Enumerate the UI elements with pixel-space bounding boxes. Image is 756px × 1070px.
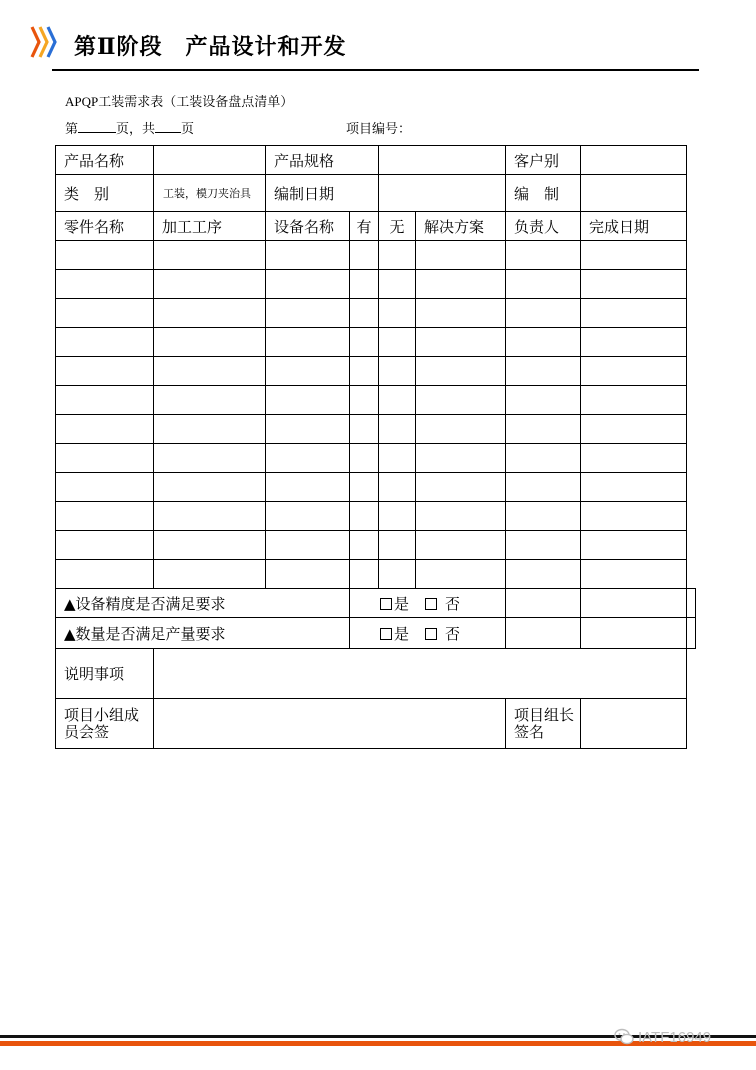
table-cell[interactable]: [350, 270, 379, 299]
blank-rows-body: [56, 241, 696, 589]
compile-date-field[interactable]: [379, 175, 506, 212]
table-row: [56, 241, 696, 270]
table-cell[interactable]: [379, 502, 416, 531]
table-cell[interactable]: [266, 328, 350, 357]
notes-field[interactable]: [154, 649, 687, 699]
question-precision-cell-b[interactable]: [581, 589, 687, 618]
category-label: 类 别: [56, 175, 154, 212]
question-row-1: [56, 589, 696, 618]
table-cell[interactable]: [506, 560, 581, 589]
table-row: [56, 357, 696, 386]
table-cell[interactable]: [154, 299, 266, 328]
product-spec-label: 产品规格: [266, 146, 379, 175]
signature-row: [56, 699, 696, 749]
table-row: [56, 415, 696, 444]
table-cell[interactable]: [581, 415, 687, 444]
table-cell[interactable]: [506, 473, 581, 502]
table-cell[interactable]: [416, 502, 506, 531]
compiler-field[interactable]: [581, 175, 687, 212]
table-cell[interactable]: [379, 444, 416, 473]
table-row: [56, 270, 696, 299]
table-cell[interactable]: [56, 560, 154, 589]
table-cell[interactable]: [416, 386, 506, 415]
table-cell[interactable]: [56, 502, 154, 531]
customer-label: 客户别: [506, 146, 581, 175]
table-cell[interactable]: [350, 299, 379, 328]
table-cell[interactable]: [56, 328, 154, 357]
table-cell[interactable]: [266, 560, 350, 589]
table-cell[interactable]: [506, 444, 581, 473]
quantity-yes-label: 是: [394, 624, 410, 643]
question-row-2: [56, 618, 696, 649]
question-precision-cell-c[interactable]: [687, 589, 696, 618]
table-cell[interactable]: [581, 241, 687, 270]
table-cell[interactable]: [266, 531, 350, 560]
page-number-blank[interactable]: [78, 120, 116, 133]
table-cell[interactable]: [266, 299, 350, 328]
table-cell[interactable]: [266, 473, 350, 502]
table-cell[interactable]: [56, 473, 154, 502]
table-cell[interactable]: [581, 386, 687, 415]
info-row-2: [56, 175, 696, 212]
notes-label: 说明事项: [56, 649, 154, 699]
question-quantity-options: [350, 618, 506, 649]
table-cell[interactable]: [154, 560, 266, 589]
table-row: [56, 328, 696, 357]
table-cell[interactable]: [581, 531, 687, 560]
table-cell[interactable]: [56, 241, 154, 270]
table-cell[interactable]: [266, 270, 350, 299]
header-equipment: 设备名称: [266, 212, 350, 241]
table-cell[interactable]: [56, 357, 154, 386]
question-quantity-cell-b[interactable]: [581, 618, 687, 649]
table-cell[interactable]: [350, 473, 379, 502]
wechat-icon: [614, 1028, 634, 1045]
table-cell[interactable]: [56, 415, 154, 444]
document-title: APQP工装需求表（工装设备盘点清单）: [65, 94, 294, 109]
table-cell[interactable]: [416, 473, 506, 502]
table-cell[interactable]: [416, 299, 506, 328]
table-cell[interactable]: [154, 270, 266, 299]
table-row: [56, 560, 696, 589]
quantity-no-checkbox[interactable]: [425, 628, 437, 640]
table-cell[interactable]: [56, 386, 154, 415]
chevron-logo-icon: [30, 24, 58, 60]
compile-date-label: 编制日期: [266, 175, 379, 212]
member-sign-field[interactable]: [154, 699, 506, 749]
table-cell[interactable]: [416, 241, 506, 270]
table-cell[interactable]: [506, 357, 581, 386]
table-cell[interactable]: [266, 386, 350, 415]
table-cell[interactable]: [506, 241, 581, 270]
project-number-label: 项目编号：: [346, 121, 412, 136]
table-cell[interactable]: [154, 241, 266, 270]
header-owner: 负责人: [506, 212, 581, 241]
table-cell[interactable]: [350, 328, 379, 357]
table-row: [56, 386, 696, 415]
table-cell[interactable]: [154, 473, 266, 502]
table-cell[interactable]: [379, 299, 416, 328]
question-precision: ▲设备精度是否满足要求: [56, 589, 350, 618]
table-cell[interactable]: [506, 415, 581, 444]
product-name-label: 产品名称: [56, 146, 154, 175]
table-row: [56, 444, 696, 473]
page-mid: 页，共: [116, 121, 156, 136]
page-suffix: 页: [181, 121, 195, 136]
table-row: [56, 299, 696, 328]
table-cell[interactable]: [379, 473, 416, 502]
table-cell[interactable]: [266, 502, 350, 531]
table-cell[interactable]: [506, 386, 581, 415]
table-cell[interactable]: [266, 357, 350, 386]
table-cell[interactable]: [581, 328, 687, 357]
table-cell[interactable]: [416, 531, 506, 560]
table-cell[interactable]: [350, 560, 379, 589]
table-row: [56, 502, 696, 531]
compiler-label: 编 制: [506, 175, 581, 212]
question-precision-cell-a[interactable]: [506, 589, 581, 618]
table-cell[interactable]: [379, 270, 416, 299]
watermark: [614, 1028, 711, 1046]
product-name-field[interactable]: [154, 146, 266, 175]
question-quantity-cell-c[interactable]: [687, 618, 696, 649]
table-cell[interactable]: [154, 415, 266, 444]
table-cell[interactable]: [416, 328, 506, 357]
table-cell[interactable]: [379, 560, 416, 589]
table-cell[interactable]: [266, 415, 350, 444]
leader-sign-label: 项目组长签名: [506, 699, 581, 749]
precision-yes-label: 是: [394, 594, 410, 613]
table-cell[interactable]: [56, 299, 154, 328]
watermark-text: IATF16949: [638, 1029, 712, 1046]
category-value: 工装，模刀夹治具: [154, 175, 266, 212]
header-solution: 解决方案: [416, 212, 506, 241]
table-cell[interactable]: [350, 357, 379, 386]
member-sign-label: 项目小组成员会签: [56, 699, 154, 749]
header-part-name: 零件名称: [56, 212, 154, 241]
table-cell[interactable]: [350, 386, 379, 415]
table-cell[interactable]: [154, 328, 266, 357]
question-quantity: ▲数量是否满足产量要求: [56, 618, 350, 649]
quantity-yes-checkbox[interactable]: [380, 628, 392, 640]
table-cell[interactable]: [154, 357, 266, 386]
question-quantity-cell-a[interactable]: [506, 618, 581, 649]
table-cell[interactable]: [350, 502, 379, 531]
page-number-line: [65, 118, 194, 137]
quantity-no-label: 否: [445, 624, 461, 643]
leader-sign-field[interactable]: [581, 699, 687, 749]
table-cell[interactable]: [350, 531, 379, 560]
table-cell[interactable]: [266, 444, 350, 473]
table-cell[interactable]: [581, 357, 687, 386]
product-spec-field[interactable]: [379, 146, 506, 175]
table-cell[interactable]: [266, 241, 350, 270]
table-cell[interactable]: [416, 270, 506, 299]
table-row: [56, 473, 696, 502]
table-cell[interactable]: [416, 357, 506, 386]
table-cell[interactable]: [56, 531, 154, 560]
tooling-form-table: [55, 145, 696, 749]
header-none: 无: [379, 212, 416, 241]
table-cell[interactable]: [350, 241, 379, 270]
table-cell[interactable]: [379, 531, 416, 560]
table-cell[interactable]: [416, 415, 506, 444]
table-row: [56, 531, 696, 560]
precision-yes-checkbox[interactable]: [380, 598, 392, 610]
table-cell[interactable]: [581, 502, 687, 531]
table-cell[interactable]: [350, 444, 379, 473]
table-cell[interactable]: [154, 444, 266, 473]
header-process: 加工工序: [154, 212, 266, 241]
table-cell[interactable]: [506, 502, 581, 531]
table-cell[interactable]: [379, 415, 416, 444]
table-cell[interactable]: [506, 270, 581, 299]
table-cell[interactable]: [506, 299, 581, 328]
table-cell[interactable]: [506, 328, 581, 357]
column-header-row: [56, 212, 696, 241]
table-cell[interactable]: [581, 473, 687, 502]
table-cell[interactable]: [416, 560, 506, 589]
table-cell[interactable]: [379, 241, 416, 270]
table-cell[interactable]: [416, 444, 506, 473]
table-cell[interactable]: [154, 386, 266, 415]
precision-no-checkbox[interactable]: [425, 598, 437, 610]
table-cell[interactable]: [379, 386, 416, 415]
table-cell[interactable]: [154, 531, 266, 560]
table-cell[interactable]: [506, 531, 581, 560]
page-prefix: 第: [65, 121, 79, 136]
page-header-title: 第Ⅱ阶段 产品设计和开发: [74, 34, 347, 60]
table-cell[interactable]: [581, 444, 687, 473]
precision-no-label: 否: [445, 594, 461, 613]
header-has: 有: [350, 212, 379, 241]
table-cell[interactable]: [379, 357, 416, 386]
table-cell[interactable]: [581, 299, 687, 328]
question-precision-options: [350, 589, 506, 618]
header-divider: [52, 69, 699, 71]
table-cell[interactable]: [350, 415, 379, 444]
customer-field[interactable]: [581, 146, 687, 175]
table-cell[interactable]: [56, 270, 154, 299]
info-row-1: [56, 146, 696, 175]
table-cell[interactable]: [581, 560, 687, 589]
table-cell[interactable]: [154, 502, 266, 531]
table-cell[interactable]: [56, 444, 154, 473]
page-total-blank[interactable]: [155, 120, 181, 133]
notes-row: [56, 649, 696, 699]
header-finish-date: 完成日期: [581, 212, 687, 241]
table-cell[interactable]: [379, 328, 416, 357]
table-cell[interactable]: [581, 270, 687, 299]
